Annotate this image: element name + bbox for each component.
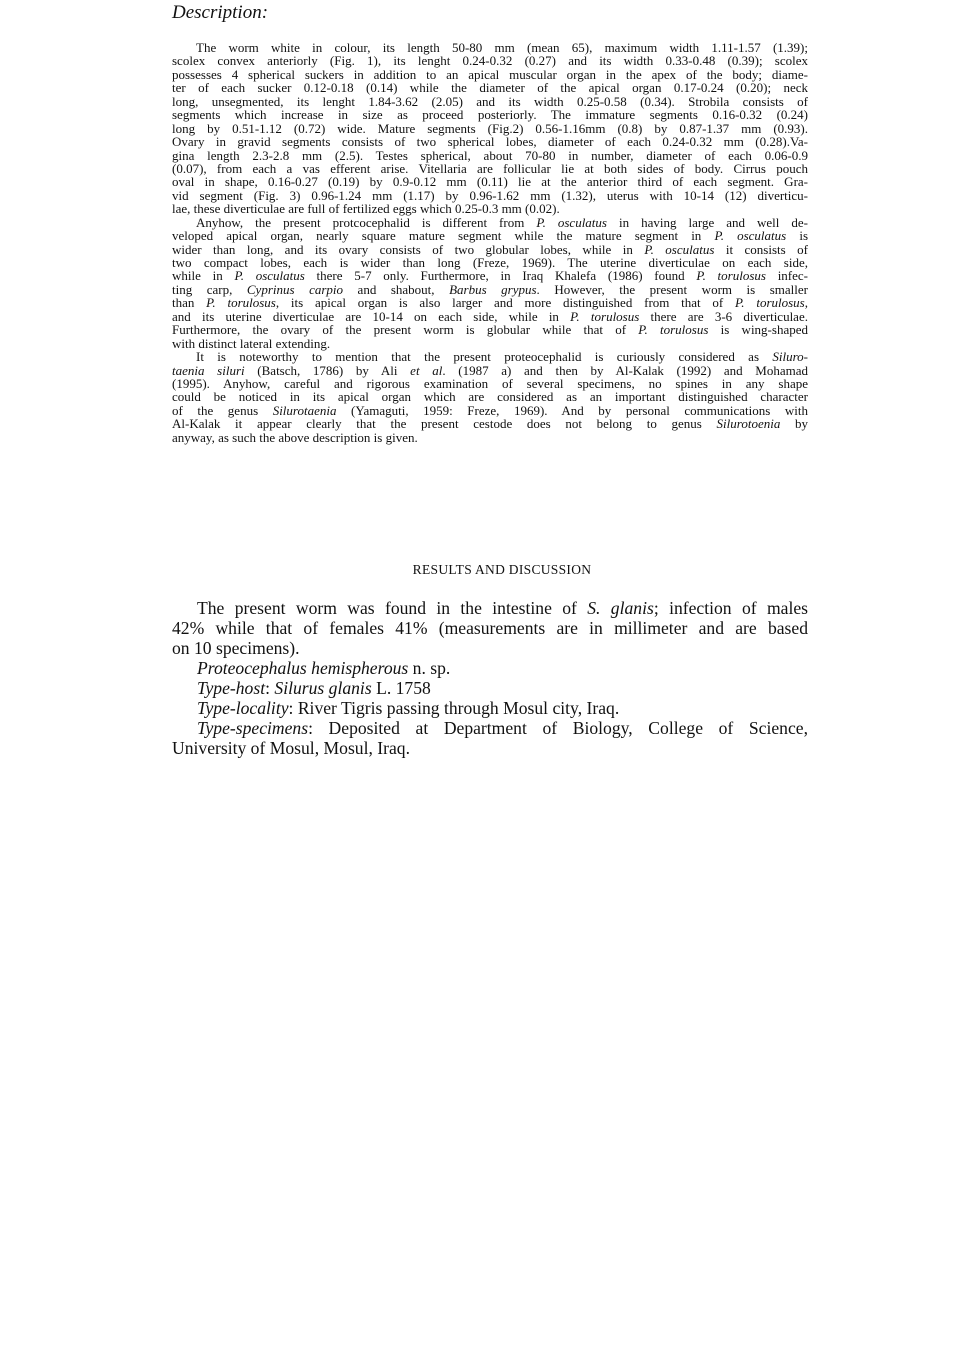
italic-text-run: Silurus glanis — [274, 678, 372, 698]
text-line — [172, 229, 808, 242]
text-run: by — [780, 416, 809, 432]
italic-text-run: taenia siluri — [172, 362, 245, 378]
text-run: there are 3-6 diverticulae. — [639, 308, 808, 324]
text-run: , its apical organ is also larger and more distinguished from that of — [275, 295, 736, 311]
text-run: ting carp, — [172, 281, 247, 297]
text-run: oval in shape, 0.16-0.27 (0.19) by 0.9-0.12 mm (0.11) lie at the anterior third of each segment. Gra- — [172, 174, 808, 190]
text-run: is — [786, 228, 809, 244]
text-line — [172, 95, 808, 108]
text-run: gina length 2.3-2.8 mm (2.5). Testes spherical, about 70-80 in number, diameter of each 0.06-0.9 — [172, 147, 808, 163]
text-line — [172, 377, 808, 390]
text-line — [172, 135, 808, 148]
text-run: . (1987 a) and then by Al-Kalak (1992) and Mohamad — [442, 362, 809, 378]
italic-text-run: et al — [410, 362, 443, 378]
text-line — [172, 122, 808, 135]
italic-text-run: Silurotoenia — [716, 416, 781, 432]
description-text — [172, 41, 808, 444]
text-run: long by 0.51-1.12 (0.72) wide. Mature segments (Fig.2) 0.56-1.16mm (0.8) by 0.87-1.37 mm (0.93). — [172, 120, 808, 136]
text-line — [172, 310, 808, 323]
text-line — [172, 189, 808, 202]
text-run: segments which increase in size as proceed posteriorly. The immature segments 0.16-0.32 (0.24) — [172, 107, 808, 123]
paragraph — [172, 216, 808, 350]
text-line — [172, 658, 808, 678]
text-line — [172, 638, 808, 658]
text-run: is wing-shaped — [708, 322, 808, 338]
text-line — [172, 68, 808, 81]
paragraph — [172, 350, 808, 444]
text-run: L. 1758 — [371, 678, 431, 698]
text-run: 42% while that of females 41% (measurements are in millimeter and are based — [172, 618, 808, 638]
text-line — [172, 175, 808, 188]
section-title-results: RESULTS AND DISCUSSION — [412, 562, 592, 577]
text-line — [172, 243, 808, 256]
text-line — [172, 390, 808, 403]
text-run: ; infection of males — [653, 598, 809, 618]
text-line — [172, 41, 808, 54]
text-run: two compact lobes, each is wider than long (Freze, 1969). The uterine diverticulae on each side, — [172, 255, 808, 270]
text-run: : — [265, 678, 275, 698]
text-run: (0.07), from each a vas efferent arise. Vitellaria are follicular lie at both sides of body. Cirrus pouch — [172, 160, 808, 176]
italic-text-run: P. osculatus — [536, 214, 607, 230]
italic-text-run: Proteocephalus hemispherous — [197, 658, 409, 678]
text-run: Anyhow, the present protcocephalid is different from — [196, 214, 537, 230]
italic-text-run: Type-specimens — [197, 718, 309, 738]
text-run: It is noteworthy to mention that the present proteocephalid is curiously considered as — [196, 349, 773, 365]
text-line — [172, 738, 808, 758]
text-run: and its uterine diverticulae are 10-14 on each side, while in — [172, 308, 571, 324]
text-line — [172, 108, 808, 121]
text-run: Furthermore, the ovary of the present worm is globular while that of — [172, 322, 639, 338]
text-run: vid segment (Fig. 3) 0.96-1.24 mm (1.17) by 0.96-1.62 mm (1.32), uterus with 10-14 (12) diverticu- — [172, 187, 808, 203]
text-run: anyway, as such the above description is given. — [172, 429, 418, 445]
text-run: of the genus — [172, 402, 273, 418]
text-line — [172, 256, 808, 269]
text-run: in having large and well de- — [606, 214, 808, 230]
text-line — [172, 296, 808, 309]
text-line — [172, 81, 808, 94]
text-run: possesses 4 spherical suckers in addition to an apical muscular organ in the apex of the body; diame- — [172, 66, 808, 82]
text-run: The worm white in colour, its length 50-80 mm (mean 65), maximum width 1.11-1.57 (1.39); — [196, 40, 808, 55]
text-run: Ovary in gravid segments consists of two spherical lobes, diameter of each 0.24-0.32 mm (0.28).Va- — [172, 134, 808, 150]
text-run: (1995). Anyhow, careful and rigorous examination of several specimens, no spines in any shape — [172, 375, 808, 391]
text-line — [172, 350, 808, 363]
paragraph — [172, 718, 808, 758]
text-line — [172, 162, 808, 175]
paragraph — [172, 698, 808, 718]
italic-text-run: Siluro- — [772, 349, 808, 365]
italic-text-run: Cyprinus carpio — [246, 281, 344, 297]
italic-text-run: P. torulosus — [696, 268, 766, 284]
text-run: long, unsegmented, its lenght 1.84-3.62 (2.05) and its width 0.25-0.58 (0.34). Strobila consists of — [172, 93, 808, 109]
text-run: with distinct lateral extending. — [172, 335, 331, 351]
italic-text-run: P. torulosus — [570, 308, 640, 324]
text-run: , — [804, 295, 808, 311]
text-run: : Deposited at Department of Biology, College of Science, — [308, 718, 808, 738]
italic-text-run: P. torulosus — [735, 295, 805, 311]
text-line — [172, 149, 808, 162]
text-run: than — [172, 295, 207, 311]
text-run: while in — [172, 268, 235, 284]
section-heading-description: Description: — [172, 2, 269, 23]
text-line — [172, 431, 808, 444]
text-line — [172, 54, 808, 67]
text-run: it consists of — [714, 241, 808, 257]
text-line — [172, 618, 808, 638]
italic-text-run: Type-host — [197, 678, 266, 698]
text-run: (Yamaguti, 1959: Freze, 1969). And by personal communications with — [336, 402, 808, 418]
text-run: veloped apical organ, nearly square mature segment while the mature segment in — [172, 228, 715, 244]
text-run: infec- — [765, 268, 809, 284]
text-line — [172, 718, 808, 738]
italic-text-run: P. osculatus — [234, 268, 305, 284]
text-run: and shabout, — [343, 281, 450, 297]
text-line — [172, 337, 808, 350]
italic-text-run: P. osculatus — [714, 228, 787, 244]
text-run: n. sp. — [408, 658, 451, 678]
paragraph — [172, 658, 808, 678]
text-line — [172, 598, 808, 618]
results-text — [172, 598, 808, 758]
text-run: there 5-7 only. Furthermore, in Iraq Khalefa (1986) found — [304, 268, 697, 284]
text-line — [172, 323, 808, 336]
text-line — [172, 698, 808, 718]
text-run: wider than long, and its ovary consists of two globular lobes, while in — [172, 241, 645, 257]
text-run: . However, the present worm is smaller — [536, 281, 808, 297]
text-run: University of Mosul, Mosul, Iraq. — [172, 738, 410, 758]
italic-text-run: P. torulosus — [638, 322, 709, 338]
italic-text-run: P. torulosus — [206, 295, 276, 311]
italic-text-run: S. glanis — [587, 598, 654, 618]
text-line — [172, 404, 808, 417]
text-line — [172, 678, 808, 698]
text-run: scolex convex anteriorly (Fig. 1), its lenght 0.24-0.32 (0.27) and its width 0.33-0.48 (0.39); scolex — [172, 53, 808, 69]
text-run: : River Tigris passing through Mosul city, Iraq. — [288, 698, 620, 718]
text-run: (Batsch, 1786) by Ali — [244, 362, 411, 378]
italic-text-run: Silurotaenia — [272, 402, 337, 418]
text-line — [172, 283, 808, 296]
text-run: lae, these diverticulae are full of fertilized eggs which 0.25-0.3 mm (0.02). — [172, 201, 560, 217]
text-line — [172, 269, 808, 282]
italic-text-run: P. osculatus — [644, 241, 715, 257]
text-line — [172, 417, 808, 430]
text-run: ter of each sucker 0.12-0.18 (0.14) while the diameter of the apical organ 0.17-0.24 (0.20); neck — [172, 80, 808, 96]
text-run: on 10 specimens). — [172, 638, 300, 658]
italic-text-run: Type-locality — [197, 698, 289, 718]
text-run: Al-Kalak it appear clearly that the present cestode does not belong to genus — [172, 416, 717, 432]
text-line — [172, 364, 808, 377]
italic-text-run: Barbus grypus — [449, 281, 537, 297]
text-run: could be noticed in its apical organ which are considered as an important distinguished character — [172, 389, 808, 405]
text-run: The present worm was found in the intestine of — [197, 598, 588, 618]
paragraph — [172, 41, 808, 216]
text-line — [172, 202, 808, 215]
text-line — [172, 216, 808, 229]
paragraph — [172, 678, 808, 698]
paragraph — [172, 598, 808, 658]
